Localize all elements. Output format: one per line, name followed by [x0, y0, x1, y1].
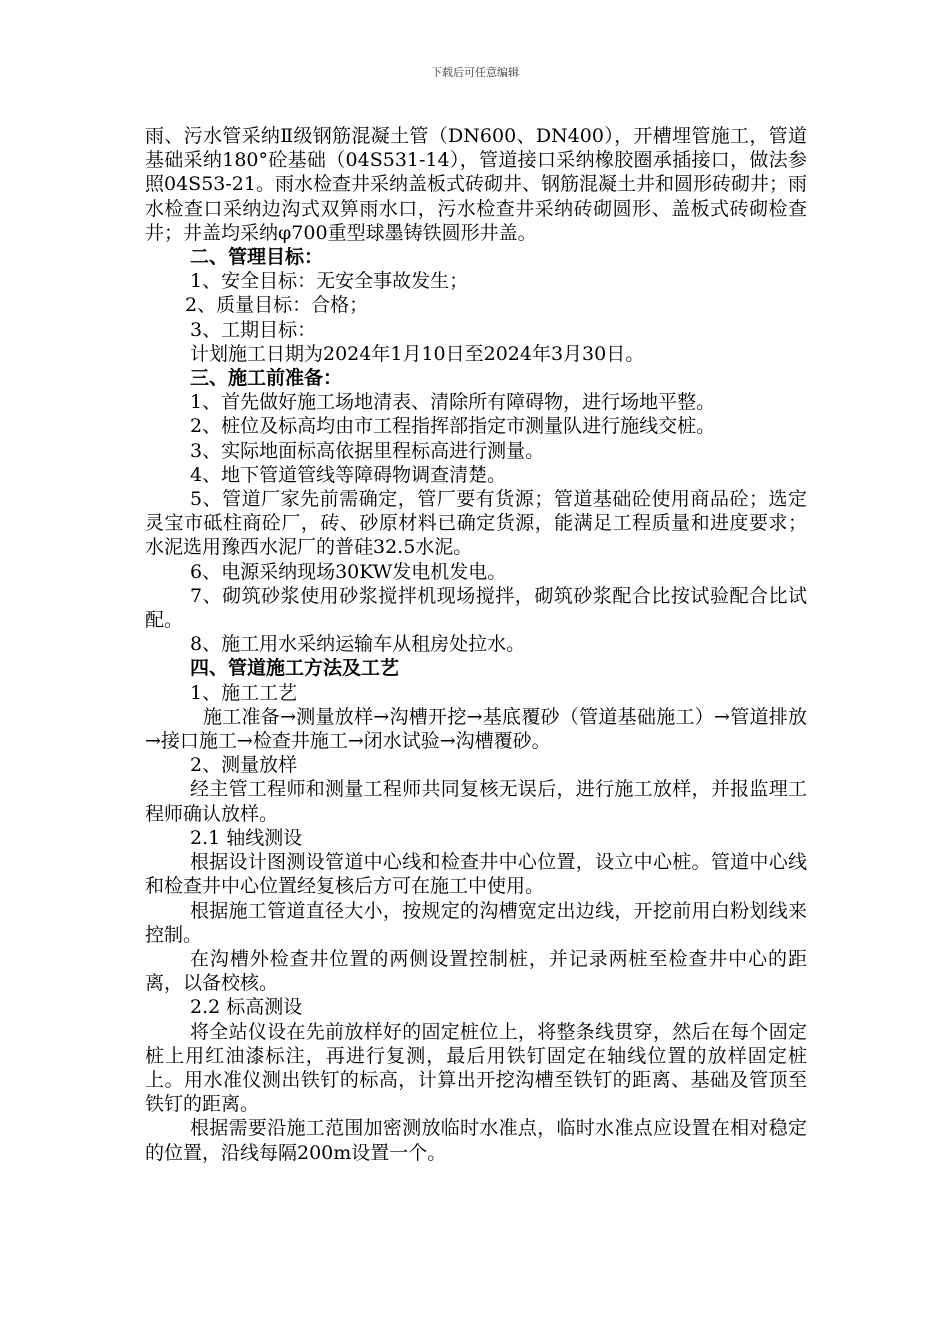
- preparation-item: 6、电源采纳现场30KW发电机发电。: [190, 560, 507, 583]
- body-paragraph: 经主管工程师和测量工程师共同复核无误后，进行施工放样，并报监理工程师确认放样。: [145, 778, 807, 825]
- body-paragraph: 根据设计图测设管道中心线和检查井中心位置，设立中心桩。管道中心线和检查井中心位置经复核后方可在施工中使用。: [145, 851, 807, 898]
- preparation-item: 5、管道厂家先前需确定，管厂要有货源；管道基础砼使用商品砼；选定灵宝市砥柱商砼厂，砖、砂原材料已确定货源，能满足工程质量和进度要求；水泥选用豫西水泥厂的普硅32.5水泥。: [145, 488, 807, 559]
- goal-item: 3、工期目标：: [190, 318, 317, 341]
- subsection-heading: 1、施工工艺: [190, 681, 298, 704]
- preparation-item: 2、桩位及标高均由市工程指挥部指定市测量队进行施线交桩。: [190, 415, 716, 438]
- preparation-item: 8、施工用水采纳运输车从租房处拉水。: [190, 633, 526, 656]
- preparation-item: 1、首先做好施工场地清表、清除所有障碍物，进行场地平整。: [190, 391, 716, 414]
- goal-item: 1、安全目标：无安全事故发生；: [190, 270, 469, 293]
- document-body: [145, 124, 807, 1165]
- body-paragraph: 根据施工管道直径大小，按规定的沟槽宽定出边线，开挖前用白粉划线来控制。: [145, 899, 807, 946]
- section-heading-preparation: 三、施工前准备：: [190, 367, 343, 390]
- goal-item: 2、质量目标：合格；: [185, 294, 369, 317]
- body-paragraph: 将全站仪设在先前放样好的固定桩位上，将整条线贯穿，然后在每个固定桩上用红油漆标注，再进行复测，最后用铁钉固定在轴线位置的放样固定桩上。用水准仪测出铁钉的标高，计算出开挖沟槽至铁钉的距离、基础及管顶至铁钉的距离。: [145, 1020, 807, 1116]
- subsection-heading: 2.2 标高测设: [190, 996, 303, 1019]
- process-flow-paragraph: 施工准备→测量放样→沟槽开挖→基底覆砂（管道基础施工）→管道排放→接口施工→检查井施工→闭水试验→沟槽覆砂。: [145, 705, 807, 753]
- subsection-heading: 2、测量放样: [190, 754, 298, 777]
- preparation-item: 3、实际地面标高依据里程标高进行测量。: [190, 439, 545, 462]
- section-heading-management-goals: 二、管理目标：: [190, 246, 324, 269]
- preparation-item: 7、砌筑砂浆使用砂浆搅拌机现场搅拌，砌筑砂浆配合比按试验配合比试配。: [145, 584, 807, 632]
- preparation-item: 4、地下管道管线等障碍物调查清楚。: [190, 463, 507, 486]
- intro-paragraph: 雨、污水管采纳Ⅱ级钢筋混凝土管（DN600、DN400），开槽埋管施工，管道基础采纳180°砼基础（04S531-14），管道接口采纳橡胶圈承插接口，做法参照04S53-21。雨水检查井采纳盖板式砖砌井、钢筋混凝土井和圆形砖砌井；雨水检查口采纳边沟式双箅雨水口，污水检查井采纳砖砌圆形、盖板式砖砌检查井；井盖均采纳φ700重型球墨铸铁圆形井盖。: [145, 125, 807, 244]
- body-paragraph: 根据需要沿施工范围加密测放临时水准点，临时水准点应设置在相对稳定的位置，沿线每隔200m设置一个。: [145, 1117, 807, 1164]
- subsection-heading: 2.1 轴线测设: [190, 826, 303, 849]
- section-heading-construction-method: 四、管道施工方法及工艺: [190, 657, 400, 680]
- schedule-paragraph: 计划施工日期为2024年1月10日至2024年3月30日。: [190, 342, 645, 365]
- body-paragraph: 在沟槽外检查井位置的两侧设置控制桩，并记录两桩至检查井中心的距离，以备校核。: [145, 947, 807, 995]
- page-header-note: 下载后可任意编辑: [431, 66, 519, 79]
